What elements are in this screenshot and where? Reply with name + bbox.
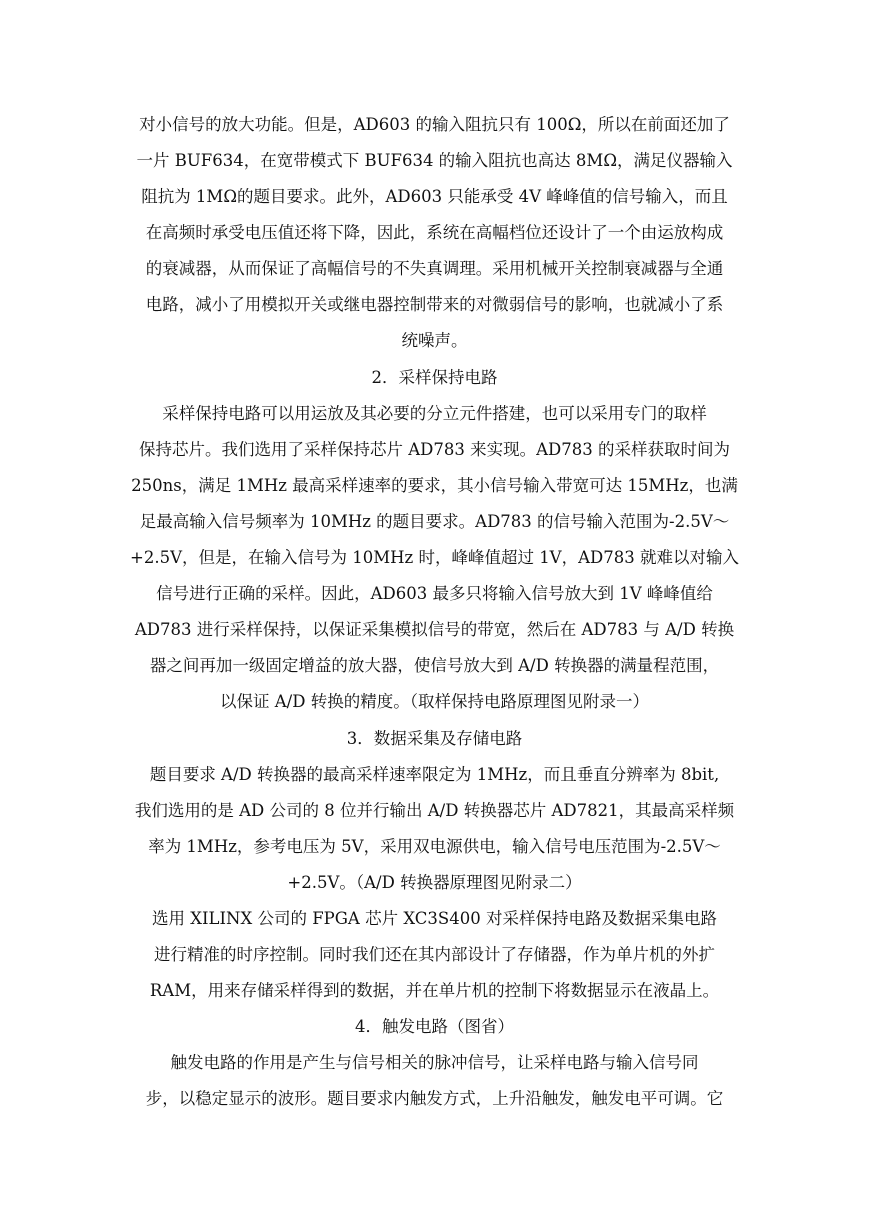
section-heading: 3．数据采集及存储电路 (346, 729, 523, 748)
text-line: 保持芯片。我们选用了采样保持芯片 AD783 来实现。AD783 的采样获取时间为 (138, 440, 730, 459)
text-line: 统噪声。 (401, 331, 468, 350)
text-line: 器之间再加一级固定增益的放大器，使信号放大到 A/D 转换器的满量程范围， (149, 656, 720, 675)
text-line: +2.5V。（A/D 转换器原理图见附录二） (287, 873, 582, 892)
text-line: 一片 BUF634，在宽带模式下 BUF634 的输入阻抗也高达 8MΩ，满足仪器输入 (136, 151, 733, 170)
text-line: 电路，减小了用模拟开关或继电器控制带来的对微弱信号的影响，也就减小了系 (145, 295, 724, 314)
text-line: 触发电路的作用是产生与信号相关的脉冲信号，让采样电路与输入信号同 (170, 1053, 699, 1072)
text-line: RAM，用来存储采样得到的数据，并在单片机的控制下将数据显示在液晶上。 (149, 981, 720, 1000)
text-line: 阻抗为 1MΩ的题目要求。此外，AD603 只能承受 4V 峰峰值的信号输入，而且 (141, 187, 728, 206)
text-line: 进行精准的时序控制。同时我们还在其内部设计了存储器，作为单片机的外扩 (154, 945, 715, 964)
text-line: 选用 XILINX 公司的 FPGA 芯片 XC3S400 对采样保持电路及数据采集电路 (152, 909, 717, 928)
text-line: 我们选用的是 AD 公司的 8 位并行输出 A/D 转换器芯片 AD7821，其最高采样频 (134, 801, 735, 820)
text-line: 的衰减器，从而保证了高幅信号的不失真调理。采用机械开关控制衰减器与全通 (145, 259, 724, 278)
text-line: 在高频时承受电压值还将下降，因此，系统在高幅档位还设计了一个由运放构成 (145, 223, 724, 242)
text-line: 足最高输入信号频率为 10MHz 的题目要求。AD783 的信号输入范围为-2.5V～ (139, 512, 730, 531)
section-heading: 2．采样保持电路 (371, 368, 498, 387)
text-line: 步，以稳定显示的波形。题目要求内触发方式，上升沿触发，触发电平可调。它 (145, 1089, 724, 1108)
text-line: AD783 进行采样保持，以保证采集模拟信号的带宽，然后在 AD783 与 A/D 转换 (134, 620, 735, 639)
text-line: 题目要求 A/D 转换器的最高采样速率限定为 1MHz，而且垂直分辨率为 8bit, (149, 765, 720, 784)
text-line: 以保证 A/D 转换的精度。（取样保持电路原理图见附录一） (220, 692, 649, 711)
text-line: 对小信号的放大功能。但是，AD603 的输入阻抗只有 100Ω，所以在前面还加了 (139, 115, 730, 134)
text-line: 采样保持电路可以用运放及其必要的分立元件搭建，也可以采用专门的取样 (162, 404, 707, 423)
text-line: 率为 1MHz，参考电压为 5V，采用双电源供电，输入信号电压范围为-2.5V～ (148, 837, 721, 856)
text-line: +2.5V，但是，在输入信号为 10MHz 时，峰峰值超过 1V，AD783 就难以对输入 (130, 548, 739, 567)
section-heading: 4．触发电路（图省） (355, 1017, 514, 1036)
text-line: 250ns，满足 1MHz 最高采样速率的要求，其小信号输入带宽可达 15MHz，也满 (131, 476, 738, 495)
text-line: 信号进行正确的采样。因此，AD603 最多只将输入信号放大到 1V 峰峰值给 (156, 584, 713, 603)
